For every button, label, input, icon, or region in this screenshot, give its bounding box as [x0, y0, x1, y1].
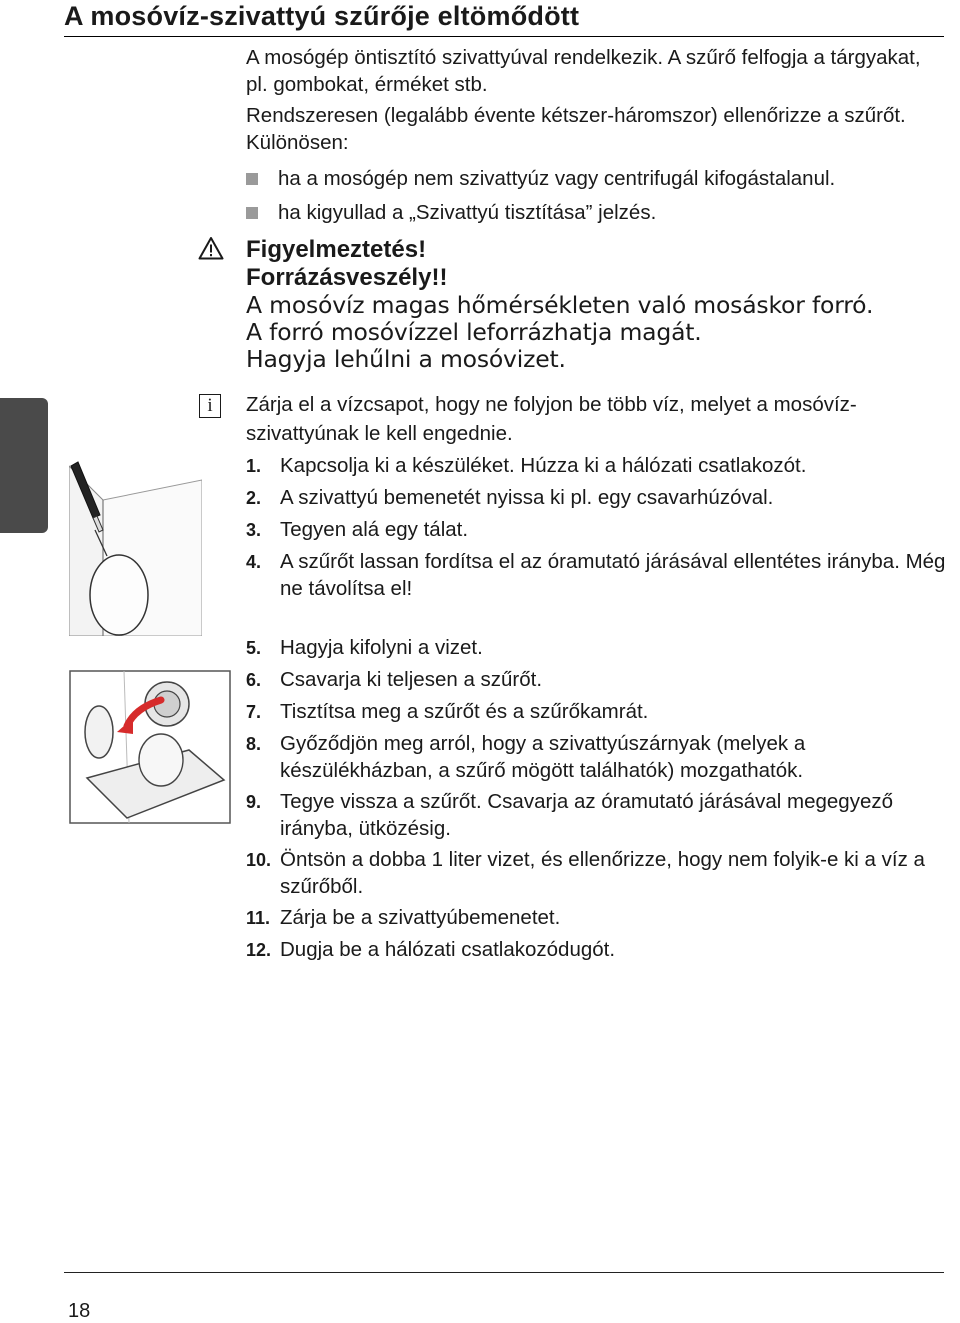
step-number: 10. — [246, 850, 272, 870]
step-item — [246, 484, 946, 512]
step-text: A szűrőt lassan fordítsa el az óramutató járásával ellentétes irányba. Még ne távolítsa el! — [280, 550, 946, 600]
warning-subheading: Forrázásveszély!! — [246, 264, 448, 291]
step-text: Győződjön meg arról, hogy a szivattyúszárnyak (melyek a készülékházban, a szűrő mögött találhatók) mozgathatók. — [280, 732, 806, 782]
step-number: 5. — [246, 638, 262, 658]
steps-list-second — [246, 634, 946, 968]
step-number: 12. — [246, 940, 272, 960]
step-item — [246, 516, 946, 544]
step-item — [246, 936, 946, 964]
step-text: Tisztítsa meg a szűrőt és a szűrőkamrát. — [280, 700, 649, 723]
info-icon: i — [199, 394, 221, 418]
step-number: 6. — [246, 670, 262, 690]
warning-line: A mosóvíz magas hőmérsékleten való mosáskor forró. — [246, 291, 874, 319]
step-number: 4. — [246, 552, 262, 572]
step-number: 9. — [246, 792, 262, 812]
step-number: 7. — [246, 702, 262, 722]
step-item — [246, 666, 946, 694]
list-item — [246, 196, 946, 230]
warning-triangle-icon — [198, 236, 224, 260]
steps-list-first — [246, 452, 946, 606]
step-text: Dugja be a hálózati csatlakozódugót. — [280, 938, 616, 961]
screwdriver-illustration — [69, 460, 202, 636]
step-text: Tegyen alá egy tálat. — [280, 518, 469, 541]
intro-paragraph-1: A mosógép öntisztító szivattyúval rendelkezik. A szűrő felfogja a tárgyakat, pl. gombokat, érméket stb. — [246, 46, 921, 96]
step-number: 2. — [246, 488, 262, 508]
page-title: A mosóvíz-szivattyú szűrője eltömődött — [64, 0, 944, 37]
list-item — [246, 162, 946, 196]
step-text: Csavarja ki teljesen a szűrőt. — [280, 668, 543, 691]
step-item — [246, 904, 946, 932]
step-item — [246, 548, 946, 602]
page-number: 18 — [68, 1300, 91, 1322]
square-bullet-icon — [246, 207, 258, 219]
scald-warning-block — [246, 236, 956, 373]
step-item — [246, 452, 946, 480]
square-bullet-icon — [246, 173, 258, 185]
step-text: A szivattyú bemenetét nyissa ki pl. egy csavarhúzóval. — [280, 486, 774, 509]
step-item — [246, 846, 946, 900]
info-note: Zárja el a vízcsapot, hogy ne folyjon be több víz, melyet a mosóvíz-szivattyúnak le kell engednie. — [246, 393, 857, 445]
check-conditions-list — [246, 162, 946, 230]
step-item — [246, 634, 946, 662]
step-text: Kapcsolja ki a készüléket. Húzza ki a hálózati csatlakozót. — [280, 454, 807, 477]
step-item — [246, 730, 946, 784]
warning-line: Hagyja lehűlni a mosóvizet. — [246, 345, 566, 373]
step-number: 1. — [246, 456, 262, 476]
list-item-text: ha a mosógép nem szivattyúz vagy centrifugál kifogástalanul. — [278, 167, 836, 190]
step-text: Zárja be a szivattyúbemenetet. — [280, 906, 561, 929]
step-text: Öntsön a dobba 1 liter vizet, és ellenőrizze, hogy nem folyik-e ki a víz a szűrőből. — [280, 848, 925, 898]
filter-removal-illustration — [69, 670, 231, 824]
step-item — [246, 698, 946, 726]
footer-divider — [64, 1272, 944, 1273]
step-number: 11. — [246, 908, 271, 928]
warning-heading: Figyelmeztetés! — [246, 236, 427, 263]
step-number: 3. — [246, 520, 262, 540]
step-item — [246, 788, 946, 842]
warning-line: A forró mosóvízzel leforrázhatja magát. — [246, 318, 702, 346]
list-item-text: ha kigyullad a „Szivattyú tisztítása” jelzés. — [278, 201, 657, 224]
step-number: 8. — [246, 734, 262, 754]
step-text: Hagyja kifolyni a vizet. — [280, 636, 483, 659]
intro-paragraph-2: Rendszeresen (legalább évente kétszer-háromszor) ellenőrizze a szűrőt. Különösen: — [246, 104, 906, 154]
chapter-side-tab — [0, 398, 48, 533]
step-text: Tegye vissza a szűrőt. Csavarja az óramutató járásával megegyező irányba, ütközésig. — [280, 790, 894, 840]
